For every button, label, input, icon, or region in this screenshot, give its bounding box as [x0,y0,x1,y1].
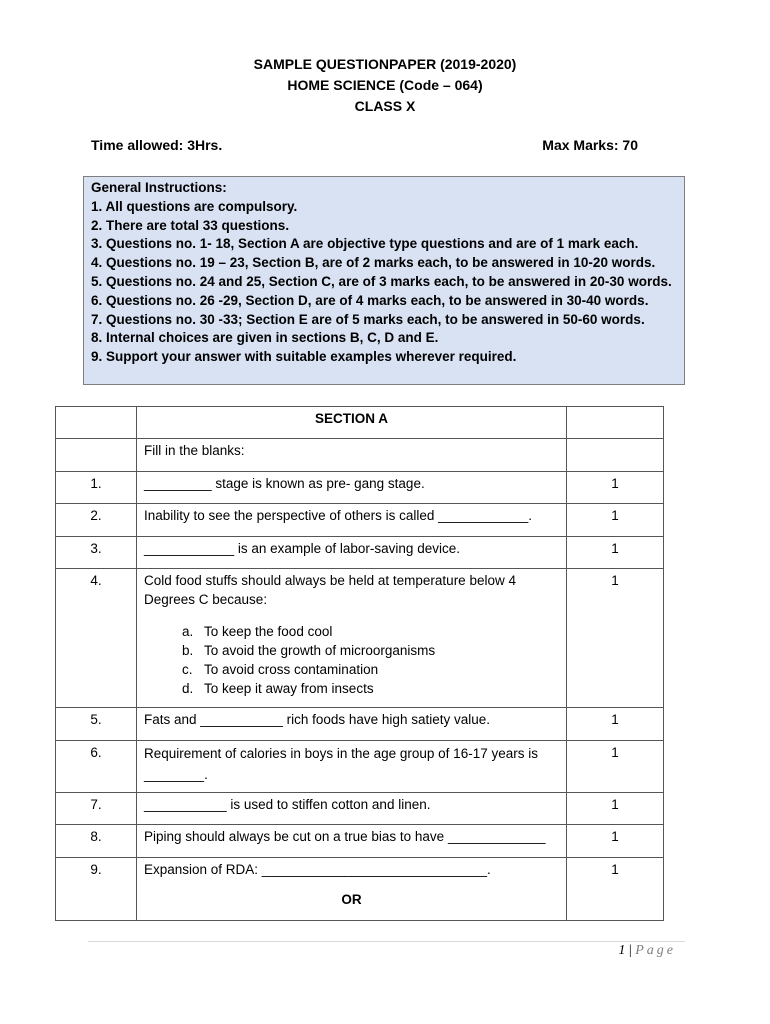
section-subheading: Fill in the blanks: [137,439,567,472]
table-row [56,793,664,825]
page-number-value: 1 [618,943,626,958]
question-marks: 1 [567,504,664,537]
question-marks: 1 [567,741,664,793]
section-header-row [56,407,664,439]
option-text: To keep the food cool [204,624,333,639]
question-number: 8. [56,825,137,858]
option-list [144,622,559,698]
option-item [182,641,559,660]
question-text: Cold food stuffs should always be held at temperature below 4 Degrees C because: [144,573,516,607]
question-number: 2. [56,504,137,537]
instruction-item: 6. Questions no. 26 -29, Section D, are of 4 marks each, to be answered in 30-40 words. [91,292,649,308]
instruction-item: 5. Questions no. 24 and 25, Section C, are of 3 marks each, to be answered in 20-30 words. [91,273,672,289]
paper-title-line-1: SAMPLE QUESTIONPAPER (2019-2020) [253,56,517,72]
question-text: _________ stage is known as pre- gang stage. [137,472,567,504]
question-text: ___________ is used to stiffen cotton and linen. [137,793,567,825]
option-item [182,622,559,641]
page-separator: | [628,943,632,958]
option-text: To avoid cross contamination [204,662,379,677]
question-marks: 1 [567,472,664,504]
table-row [56,858,664,921]
instruction-item: 8. Internal choices are given in sections B, C, D and E. [91,330,439,346]
question-number: 9. [56,858,137,921]
paper-class-line: CLASS X [354,98,416,114]
question-marks: 1 [567,537,664,569]
question-cell [137,569,567,708]
option-text: To keep it away from insects [204,681,374,696]
or-separator: OR [341,892,362,907]
table-row [56,825,664,858]
question-number: 1. [56,472,137,504]
time-allowed: Time allowed: 3Hrs. [91,137,223,153]
page-label: Page [635,943,676,958]
question-marks: 1 [567,825,664,858]
question-cell [137,858,567,921]
option-letter: b. [182,643,194,658]
question-text: Fats and ___________ rich foods have high satiety value. [137,708,567,741]
table-row [56,569,664,708]
question-marks: 1 [567,793,664,825]
instruction-item: 4. Questions no. 19 – 23, Section B, are of 2 marks each, to be answered in 10-20 words. [91,255,656,271]
table-row [56,537,664,569]
paper-subject-line: HOME SCIENCE (Code – 064) [287,77,483,93]
question-text: ____________ is an example of labor-saving device. [137,537,567,569]
question-marks: 1 [567,569,664,708]
page-number [618,943,676,959]
section-title: SECTION A [137,407,567,439]
question-text: Expansion of RDA: ______________________________. [144,862,491,877]
questions-table [55,406,664,921]
instruction-item: 2. There are total 33 questions. [91,217,290,233]
question-marks: 1 [567,708,664,741]
instructions-title: General Instructions: [91,180,227,195]
table-row [56,741,664,793]
option-letter: d. [182,681,194,696]
section-subheading-row [56,439,664,472]
instruction-item: 7. Questions no. 30 -33; Section E are of 5 marks each, to be answered in 50-60 words. [91,311,645,327]
question-text: Inability to see the perspective of others is called ____________. [137,504,567,537]
option-item [182,679,559,698]
question-marks: 1 [567,858,664,921]
instruction-item: 9. Support your answer with suitable examples wherever required. [91,349,517,365]
table-row [56,708,664,741]
option-letter: c. [182,662,193,677]
max-marks: Max Marks: 70 [542,137,638,153]
option-text: To avoid the growth of microorganisms [204,643,436,658]
instruction-item: 3. Questions no. 1- 18, Section A are objective type questions and are of 1 mark each. [91,236,639,252]
question-text: Requirement of calories in boys in the age group of 16-17 years is ________. [137,741,567,793]
question-number: 6. [56,741,137,793]
option-item [182,660,559,679]
table-row [56,472,664,504]
question-number: 3. [56,537,137,569]
question-number: 4. [56,569,137,708]
question-number: 5. [56,708,137,741]
question-text: Piping should always be cut on a true bias to have _____________ [137,825,567,858]
footer-divider [88,941,685,942]
instruction-item: 1. All questions are compulsory. [91,198,298,214]
general-instructions-box [83,176,685,385]
question-number: 7. [56,793,137,825]
table-row [56,504,664,537]
option-letter: a. [182,624,194,639]
